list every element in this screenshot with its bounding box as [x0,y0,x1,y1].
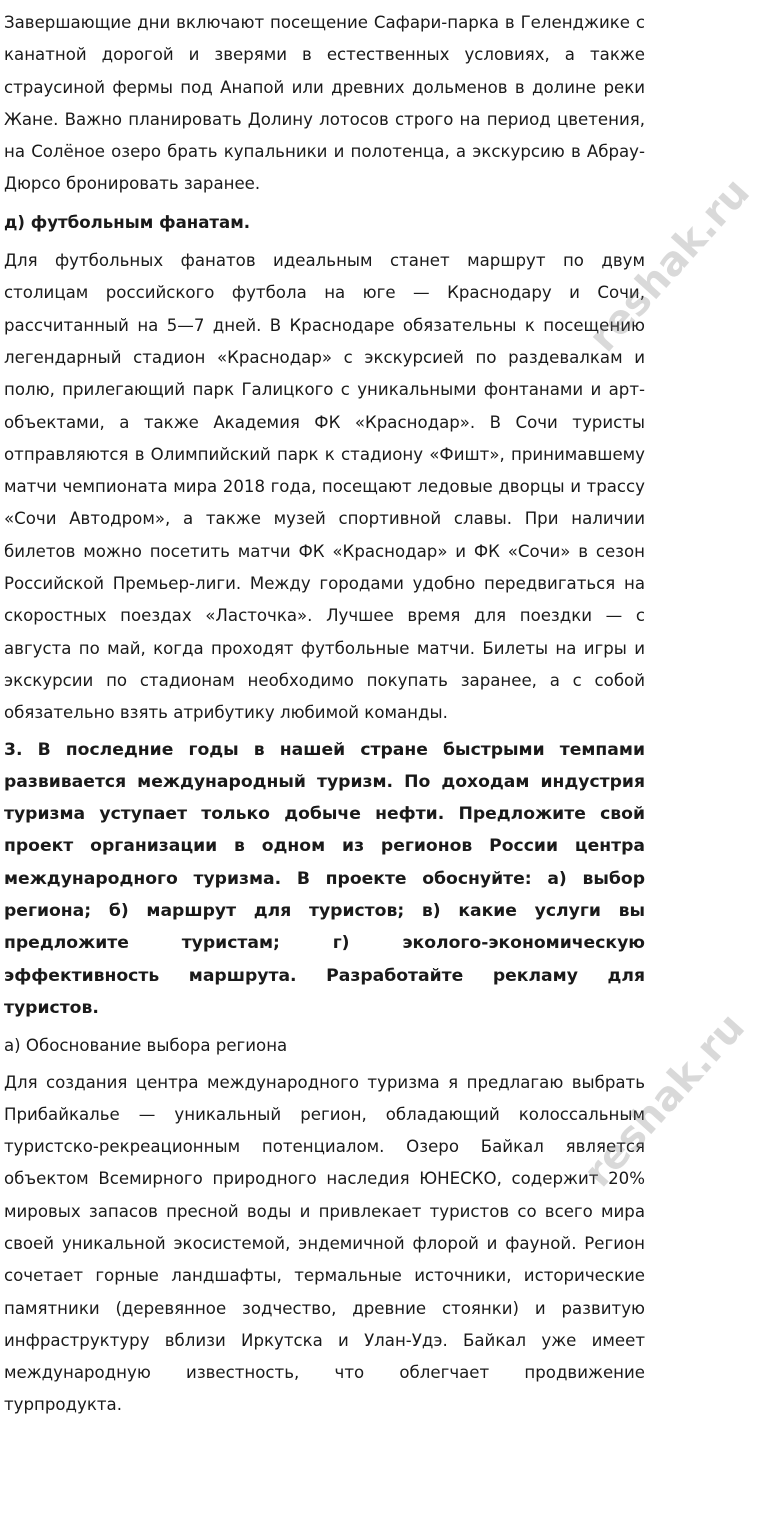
subheading-region-choice: а) Обоснование выбора региона [4,1036,288,1056]
paragraph-football-route: Для футбольных фанатов идеальным станет маршрут по двум столицам российского футбола на юге — Краснодару и Сочи, рассчитанный на 5—7 дней. В Краснодаре обязательны к посещению легендарный стадион «Краснодар» с экскурсией по раздевалкам и полю, прилегающий парк Галицкого с уникальными фонтанами и арт-объектами, а также Академия ФК «Краснодар». В Сочи туристы отправляются в Олимпийский парк к стадиону «Фишт», принимавшему матчи чемпионата мира 2018 года, посещают ледовые дворцы и трассу «Сочи Автодром», а также музей спортивной славы. При наличии билетов можно посетить матчи ФК «Краснодар» и ФК «Сочи» в сезон Российской Премьер-лиги. Между городами удобно передвигаться на скоростных поездах «Ласточка». Лучшее время для поездки — с августа по май, когда проходят футбольные матчи. Билеты на игры и экскурсии по стадионам необходимо покупать заранее, а с собой обязательно взять атрибутику любимой команды. [4,251,645,723]
paragraph-baikal-region: Для создания центра международного туризма я предлагаю выбрать Прибайкалье — уникальный регион, обладающий колоссальным туристско-рекреационным потенциалом. Озеро Байкал является объектом Всемирного природного наследия ЮНЕСКО, содержит 20% мировых запасов пресной воды и привлекает туристов со всего мира своей уникальной экосистемой, эндемичной флорой и фауной. Регион сочетает горные ландшафты, термальные источники, исторические памятники (деревянное зодчество, древние стоянки) и развитую инфраструктуру вблизи Иркутска и Улан-Удэ. Байкал уже имеет международную известность, что облегчает продвижение турпродукта. [4,1072,645,1415]
paragraph-final-days: Завершающие дни включают посещение Сафари-парка в Геленджике с канатной дорогой и зверями в естественных условиях, а также страусиной фермы под Анапой или древних дольменов в долине реки Жане. Важно планировать Долину лотосов строго на период цветения, на Солёное озеро брать купальники и полотенца, а экскурсию в Абрау-Дюрсо бронировать заранее. [4,13,645,194]
watermark-logo: reshak.ru [580,169,759,361]
heading-football-fans: д) футбольным фанатам. [4,212,251,232]
document-page [4,7,645,1422]
task-3-prompt: 3. В последние годы в нашей стране быстрыми темпами развивается международный туризм. По доходам индустрия туризма уступает только добыче нефти. Предложите свой проект организации в одном из регионов России центра международного туризма. В проекте обоснуйте: а) выбор региона; б) маршрут для туристов; в) какие услуги вы предложите туристам; г) эколого-экономическую эффективность маршрута. Разработайте рекламу для туристов. [4,739,645,1018]
watermark-logo: reshak.ru [575,1004,754,1196]
